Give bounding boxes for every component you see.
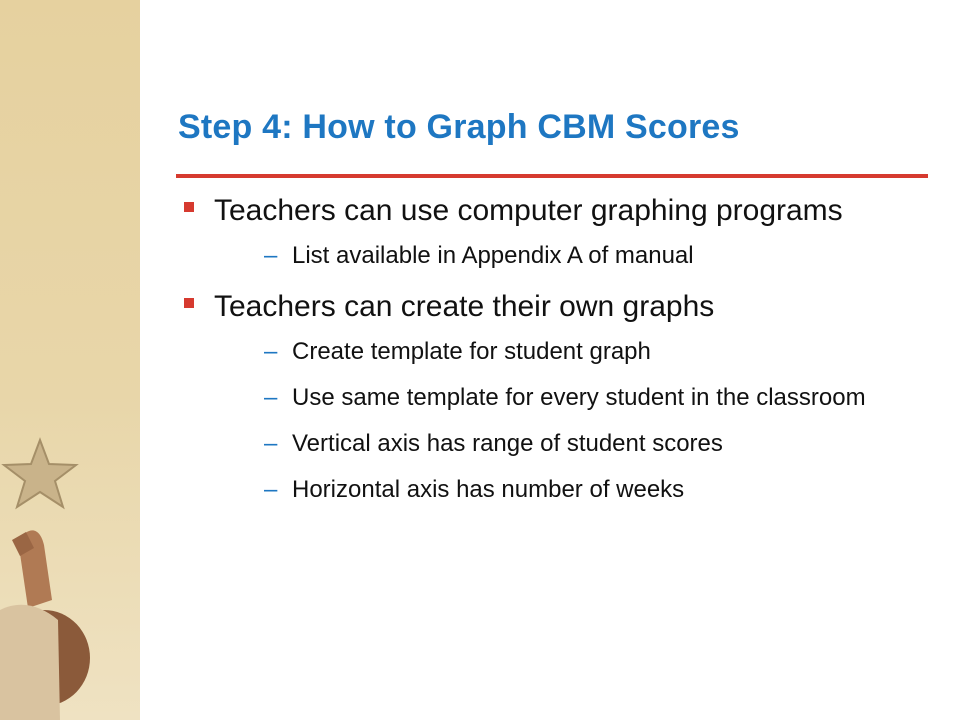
sub-bullet-item	[214, 474, 938, 506]
bullet-item	[178, 288, 938, 506]
sub-bullet-item	[214, 382, 938, 414]
slide-title: Step 4: How to Graph CBM Scores	[178, 108, 740, 146]
sub-bullet-text: List available in Appendix A of manual	[292, 242, 694, 269]
bullet-text: Teachers can use computer graphing programs	[214, 194, 843, 227]
star-icon	[4, 440, 76, 507]
square-bullet-icon	[184, 202, 194, 212]
dash-bullet-icon: –	[264, 384, 278, 411]
sub-bullet-text: Horizontal axis has number of weeks	[292, 476, 685, 503]
decorative-sidebar	[0, 0, 140, 720]
sub-bullet-text: Create template for student graph	[292, 338, 651, 365]
sub-bullet-text: Vertical axis has range of student scores	[292, 430, 723, 457]
dash-bullet-icon: –	[264, 430, 278, 457]
title-underline	[176, 174, 928, 178]
square-bullet-icon	[184, 298, 194, 308]
child-reaching-illustration	[0, 0, 140, 720]
bullet-text: Teachers can create their own graphs	[214, 290, 715, 323]
sub-bullet-item	[214, 428, 938, 460]
sub-bullet-list	[214, 336, 938, 506]
sub-bullet-list	[214, 240, 938, 272]
slide-content	[178, 192, 938, 522]
dash-bullet-icon: –	[264, 242, 278, 269]
sub-bullet-item	[214, 240, 938, 272]
bullet-item	[178, 192, 938, 272]
dash-bullet-icon: –	[264, 476, 278, 503]
sub-bullet-item	[214, 336, 938, 368]
sub-bullet-text: Use same template for every student in the classroom	[292, 384, 866, 411]
dash-bullet-icon: –	[264, 338, 278, 365]
